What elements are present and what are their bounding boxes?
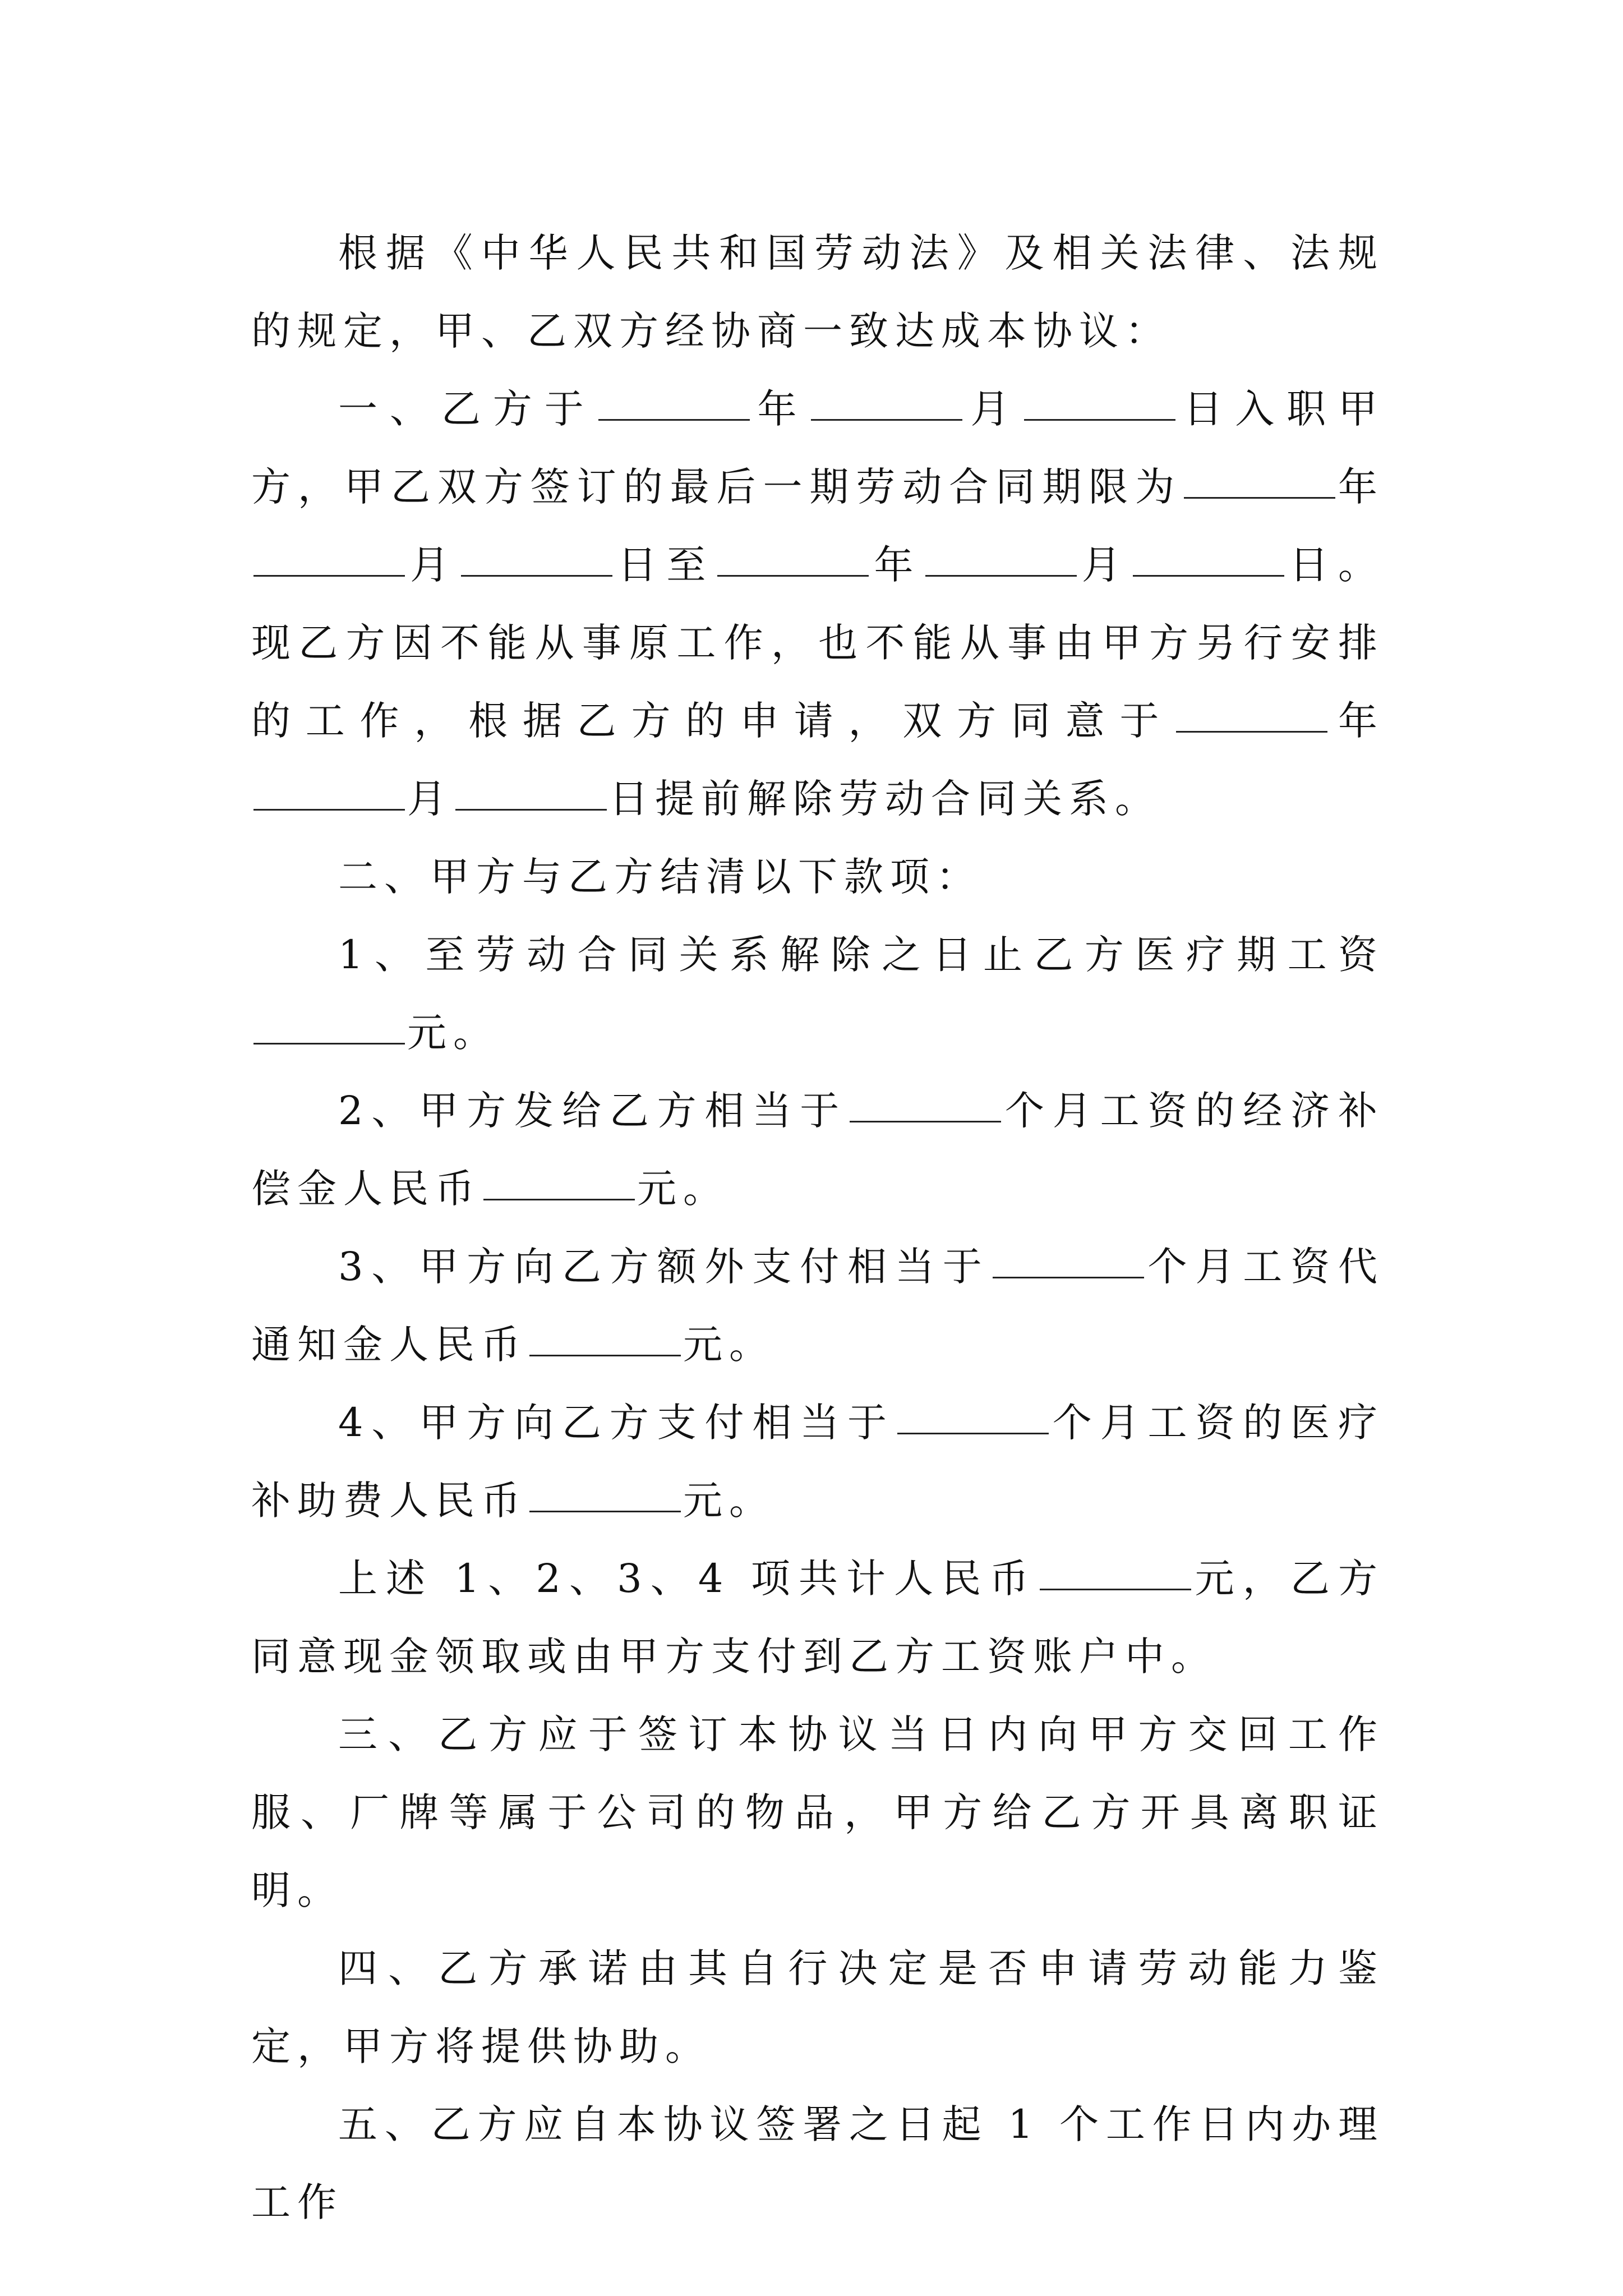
- paragraph-clause-4: [251, 1930, 1384, 2086]
- fill-in-blank: [483, 1198, 635, 1200]
- fill-in-blank: [598, 418, 750, 421]
- paragraph-text: 月: [1078, 542, 1131, 588]
- fill-in-blank: [850, 1120, 1001, 1122]
- paragraph-text: 三、乙方应于签订本协议当日内向甲方交回工作服、厂牌等属于公司的物品，甲方给乙方开具离职证明。: [251, 1711, 1384, 1913]
- paragraph-text: 一、乙方于: [338, 386, 596, 432]
- paragraph-text: 个月工资代通知金人民币: [251, 1244, 1385, 1368]
- fill-in-blank: [717, 574, 869, 577]
- paragraph-item-1: [251, 916, 1384, 1072]
- paragraph-text: 个月工资的医疗补助费人民币: [251, 1400, 1384, 1524]
- paragraph-text: 年: [871, 542, 923, 588]
- paragraph-text: 日。现乙方因不能从事原工作，也不能从事由甲方另行安排的工作，根据乙方的申请，双方同意于: [251, 542, 1385, 744]
- fill-in-blank: [811, 418, 962, 421]
- paragraph-text: 年: [1330, 698, 1385, 744]
- paragraph-text: 元，乙方同意现金领取或由甲方支付到乙方工资账户中。: [251, 1556, 1384, 1680]
- fill-in-blank: [1176, 730, 1327, 733]
- paragraph-text: 月: [407, 776, 453, 822]
- fill-in-blank: [897, 1432, 1049, 1434]
- paragraph-clause-2: [251, 838, 1384, 916]
- fill-in-blank: [461, 574, 612, 577]
- paragraph-item-4: [251, 1384, 1384, 1540]
- fill-in-blank: [253, 574, 405, 577]
- fill-in-blank: [993, 1276, 1144, 1278]
- paragraph-text: 日至: [615, 542, 716, 588]
- paragraph-clause-1: [251, 370, 1384, 838]
- paragraph-text: 个月工资的经济补偿金人民币: [251, 1088, 1384, 1212]
- paragraph-text: 四、乙方承诺由其自行决定是否申请劳动能力鉴定，甲方将提供协助。: [251, 1945, 1384, 2069]
- paragraph-text: 日提前解除劳动合同关系。: [609, 776, 1161, 822]
- paragraph-item-2: [251, 1072, 1384, 1228]
- paragraph-text: 年: [751, 386, 809, 432]
- paragraph-clause-5: [251, 2086, 1384, 2242]
- fill-in-blank: [529, 1510, 681, 1512]
- fill-in-blank: [253, 808, 405, 811]
- fill-in-blank: [1184, 496, 1335, 499]
- paragraph-clause-3: [251, 1696, 1384, 1930]
- fill-in-blank: [1040, 1588, 1191, 1590]
- fill-in-blank: [1024, 418, 1175, 421]
- paragraph-text: 元。: [683, 1478, 775, 1524]
- paragraph-text: 月: [407, 542, 459, 588]
- paragraph-text: 1、至劳动合同关系解除之日止乙方医疗期工资: [338, 932, 1384, 978]
- paragraph-intro: [251, 214, 1384, 370]
- paragraph-text: 元。: [407, 1010, 499, 1056]
- paragraph-text: 日入职甲方，甲乙双方签订的最后一期劳动合同期限为: [251, 386, 1385, 510]
- paragraph-text: 二、甲方与乙方结清以下款项：: [338, 854, 982, 900]
- fill-in-blank: [253, 1042, 405, 1045]
- fill-in-blank: [455, 808, 607, 811]
- paragraph-text: 3、甲方向乙方额外支付相当于: [338, 1244, 990, 1290]
- paragraph-item-3: [251, 1228, 1384, 1384]
- paragraph-text: 元。: [637, 1166, 729, 1212]
- paragraph-text: 五、乙方应自本协议签署之日起 1 个工作日内办理工作: [251, 2101, 1384, 2225]
- agreement-body: [251, 214, 1384, 2242]
- paragraph-total: [251, 1540, 1384, 1696]
- fill-in-blank: [925, 574, 1077, 577]
- paragraph-text: 上述 1、2、3、4 项共计人民币: [338, 1556, 1038, 1602]
- paragraph-text: 根据《中华人民共和国劳动法》及相关法律、法规的规定，甲、乙双方经协商一致达成本协议：: [251, 230, 1384, 354]
- paragraph-text: 4、甲方向乙方支付相当于: [338, 1400, 895, 1446]
- paragraph-text: 月: [965, 386, 1022, 432]
- fill-in-blank: [1133, 574, 1284, 577]
- paragraph-text: 年: [1338, 464, 1384, 510]
- fill-in-blank: [529, 1354, 681, 1356]
- paragraph-text: 元。: [683, 1322, 775, 1368]
- paragraph-text: 2、甲方发给乙方相当于: [338, 1088, 848, 1134]
